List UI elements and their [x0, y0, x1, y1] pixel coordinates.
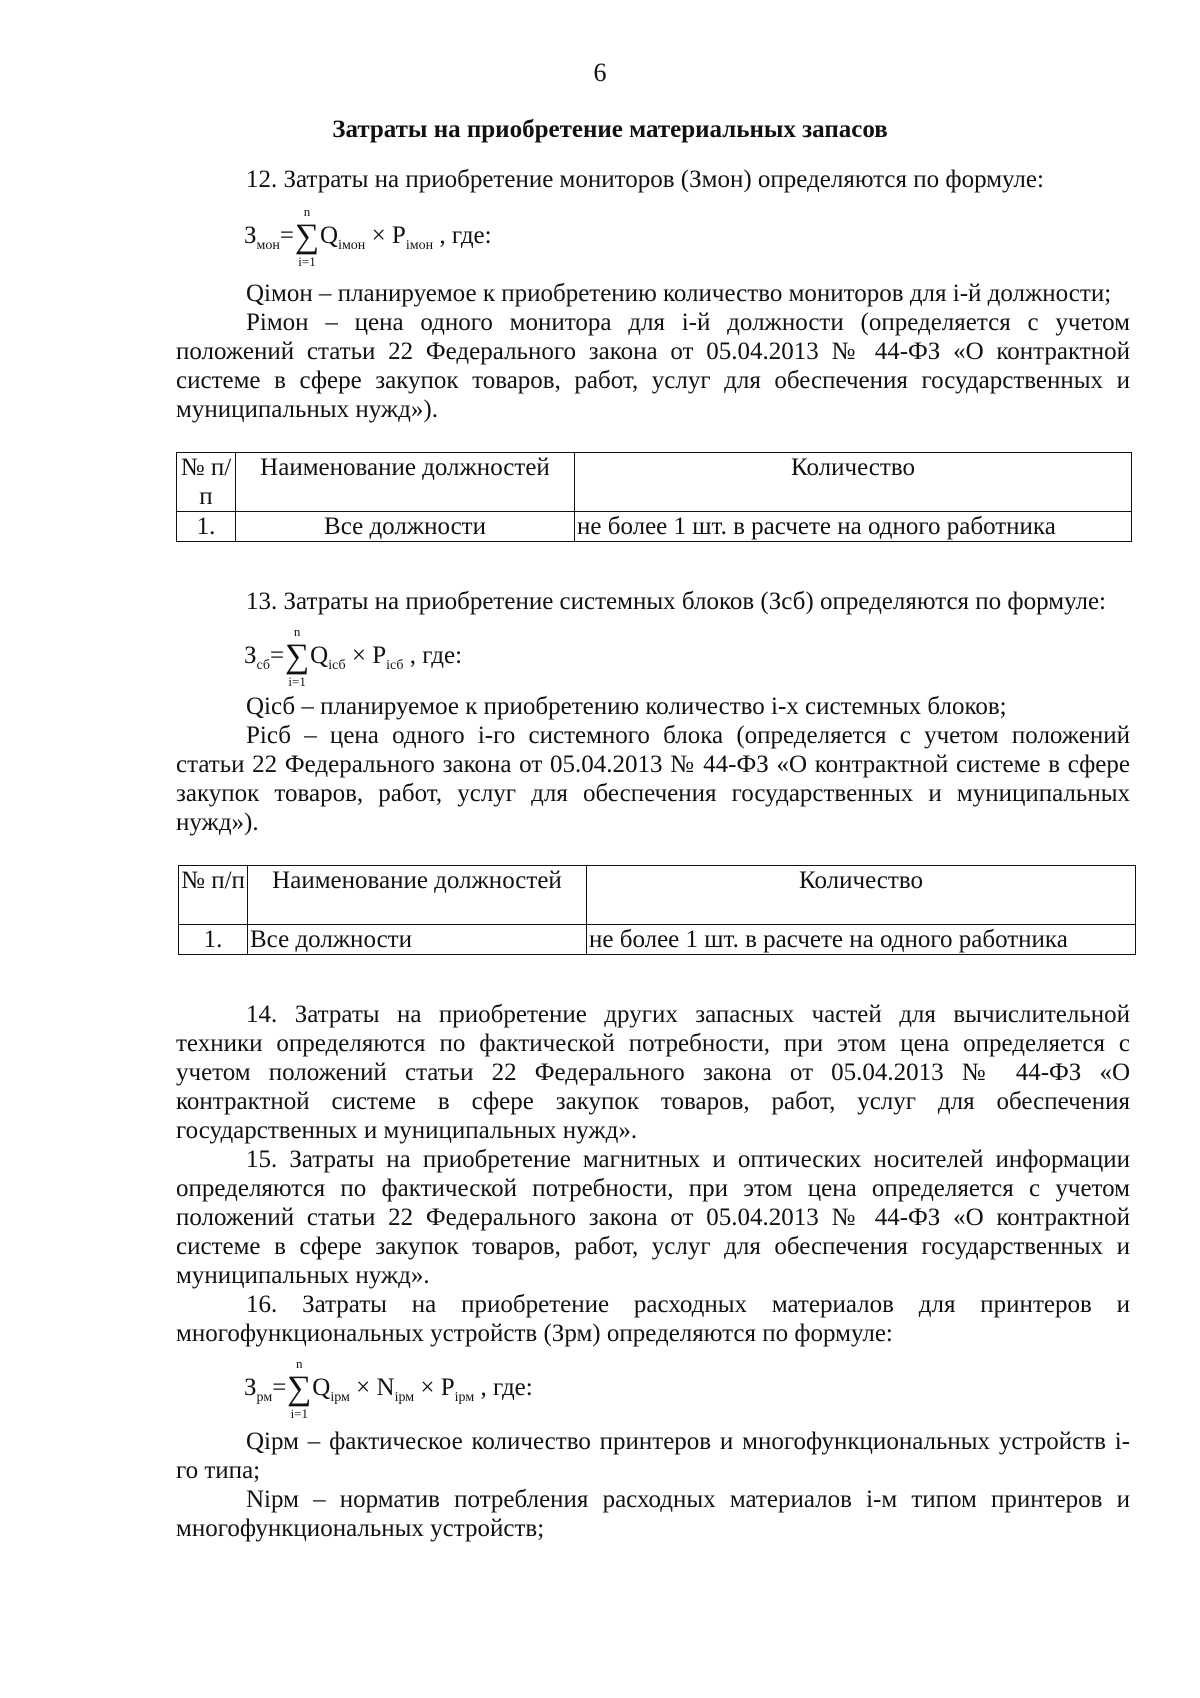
positions-table-1 [176, 452, 1132, 542]
cell-position: Все должности [236, 512, 575, 542]
formula-lhs: З [244, 1374, 257, 1401]
formula-lhs-sub: сб [256, 658, 271, 673]
sum-upper: n [303, 204, 311, 220]
formula-term-q-sub: iмон [338, 238, 366, 253]
header-positions: Наименование должностей [236, 453, 575, 512]
formula-term-p-sub: iсб [386, 658, 404, 673]
item-16-intro: 16. Затраты на приобретение расходных материалов для принтеров и многофункциональных устройств (Зрм) определяются по формуле: [176, 1291, 1130, 1347]
item-14: 14. Затраты на приобретение других запасных частей для вычислительной техники определяются по фактической потребности, при этом цена определяется с учетом положений статьи 22 Федерального закона от 05.04.2013 № 44-ФЗ «О контрактной системе в сфере закупок товаров, работ, услуг для обеспечения государственных и муниципальных нужд». [176, 1001, 1130, 1144]
formula-term-q-sub: iрм [330, 1390, 350, 1405]
section-heading: Затраты на приобретение материальных запасов [332, 116, 888, 143]
formula-lhs: З [244, 222, 257, 249]
item-16-def-n: Niрм – норматив потребления расходных материалов i-м типом принтеров и многофункциональных устройств; [176, 1486, 1130, 1542]
formula-tail: , где: [409, 642, 463, 669]
positions-table-2 [178, 865, 1136, 955]
item-12-def-q: Qiмон – планируемое к приобретению количество мониторов для i-й должности; [246, 280, 1112, 307]
formula-consumables: $З_{рм}=$ n ∑ i=1 $Q_{iрм} \times N_{iрм} \times P_{iрм}$ , где: [244, 1356, 533, 1422]
sum-symbol: n ∑ i=1 [294, 222, 320, 252]
formula-monitors: $З_{мон}=$ n ∑ i=1 $Q_{iмон} \times P_{iмон}$ , где: [244, 204, 492, 270]
item-12-def-p: Piмон – цена одного монитора для i-й должности (определяется с учетом положений статьи 22 Федерального закона от 05.04.2013 № 44-ФЗ «О контрактной системе в сфере закупок товаров, работ, услуг для обеспечения государственных и муниципальных нужд»). [176, 309, 1130, 423]
sum-lower: i=1 [290, 1406, 309, 1422]
formula-term-q: Q [312, 1374, 331, 1401]
formula-term-p-sub: iмон [405, 238, 434, 253]
formula-term-n: N [376, 1374, 395, 1401]
item-13-intro: 13. Затраты на приобретение системных блоков (Зсб) определяются по формуле: [246, 588, 1106, 615]
header-number: № п/п [179, 866, 248, 925]
table-row [179, 925, 1136, 955]
header-quantity: Количество [575, 453, 1132, 512]
cell-position: Все должности [248, 925, 587, 955]
header-positions: Наименование должностей [248, 866, 587, 925]
sum-upper: n [296, 1356, 303, 1372]
formula-term-q: Q [320, 222, 339, 249]
table-row [177, 512, 1132, 542]
table-header-row [177, 453, 1132, 512]
table-header-row [179, 866, 1136, 925]
cell-number: 1. [177, 512, 236, 542]
item-12-intro: 12. Затраты на приобретение мониторов (Змон) определяются по формуле: [246, 166, 1044, 193]
item-16-def-q: Qiрм – фактическое количество принтеров и многофункциональных устройств i-го типа; [176, 1428, 1130, 1484]
cell-number: 1. [179, 925, 248, 955]
formula-lhs: З [244, 642, 257, 669]
sum-symbol: n ∑ i=1 [286, 1374, 312, 1404]
formula-term-n-sub: iрм [394, 1390, 415, 1405]
formula-system-units: $З_{сб}=$ n ∑ i=1 $Q_{iсб} \times P_{iсб}$ , где: [244, 624, 463, 690]
sum-lower: i=1 [298, 254, 316, 270]
formula-term-p: P [440, 1374, 455, 1401]
header-number: № п/п [177, 453, 236, 512]
formula-term-p: P [372, 642, 387, 669]
sum-lower: i=1 [288, 674, 306, 690]
formula-term-p-sub: iрм [454, 1390, 475, 1405]
cell-quantity: не более 1 шт. в расчете на одного работника [587, 925, 1136, 955]
sum-upper: n [293, 624, 301, 640]
formula-tail: , где: [480, 1374, 533, 1401]
formula-lhs-sub: рм [256, 1390, 273, 1405]
formula-term-p: P [391, 222, 406, 249]
item-13-def-q: Qiсб – планируемое к приобретению количество i-х системных блоков; [246, 693, 1007, 720]
item-13-def-p: Piсб – цена одного i-го системного блока (определяется с учетом положений статьи 22 Федерального закона от 05.04.2013 № 44-ФЗ «О контрактной системе в сфере закупок товаров, работ, услуг для обеспечения государственных и муниципальных нужд»). [176, 722, 1130, 836]
sum-symbol: n ∑ i=1 [284, 642, 310, 672]
formula-term-q: Q [310, 642, 329, 669]
formula-tail: , где: [439, 222, 492, 249]
item-15: 15. Затраты на приобретение магнитных и оптических носителей информации определяются по фактической потребности, при этом цена определяется с учетом положений статьи 22 Федерального закона от 05.04.2013 № 44-ФЗ «О контрактной системе в сфере закупок товаров, работ, услуг для обеспечения государственных и муниципальных нужд». [176, 1146, 1130, 1289]
formula-lhs-sub: мон [256, 238, 280, 253]
cell-quantity: не более 1 шт. в расчете на одного работника [575, 512, 1132, 542]
formula-term-q-sub: iсб [328, 658, 346, 673]
header-quantity: Количество [587, 866, 1136, 925]
page-number: 6 [593, 58, 607, 87]
